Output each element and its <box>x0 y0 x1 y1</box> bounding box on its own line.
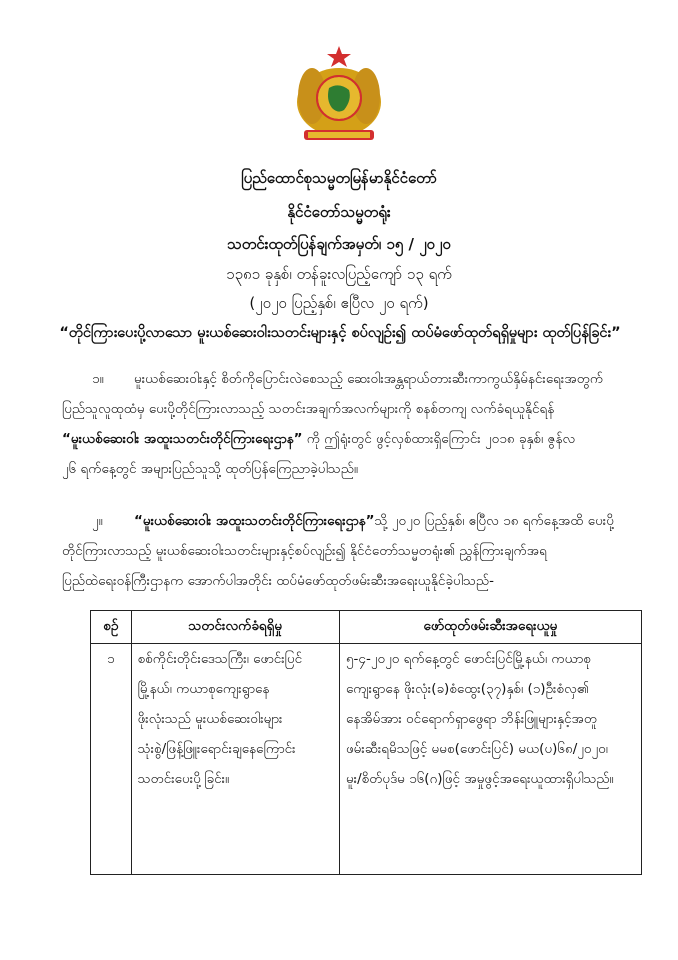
paragraph-number: ၂။ <box>92 513 103 529</box>
announcement-number: သတင်းထုတ်ပြန်ချက်အမှတ်၊ ၁၅ / ၂၀၂၀ <box>227 235 451 253</box>
col-header-info: သတင်းလက်ခံရရှိမှု <box>131 611 339 644</box>
case-table <box>90 610 642 875</box>
cell-line: စစ်ကိုင်းတိုင်းဒေသကြီး၊ ဖောင်းပြင် <box>137 651 303 667</box>
paragraph-text: မူးယစ်ဆေးဝါးနှင့် စိတ်ကိုပြောင်းလဲစေသည့် ဆေးဝါးအန္တရာယ်တားဆီးကာကွယ်နှိမ်နင်းရေးအတွက် <box>134 371 604 387</box>
cell-line: ၅-၄-၂၀၂၀ ရက်နေ့တွင် ဖောင်းပြင်မြို့နယ်၊ ကယာစု <box>345 651 591 667</box>
cell-line: မြို့နယ်၊ ကယာစုကျေးရွာနေ <box>137 681 270 697</box>
cell-action <box>339 644 641 875</box>
cell-line: ဖိုးလုံးသည် မူးယစ်ဆေးဝါးများ <box>137 711 283 727</box>
paragraph-text: ၂၆ ရက်နေ့တွင် အများပြည်သူသို့ ထုတ်ပြန်ကြေညာခဲ့ပါသည်။ <box>62 461 358 477</box>
col-header-action: ဖော်ထုတ်ဖမ်းဆီးအရေးယူမှု <box>339 611 641 644</box>
gregorian-date: (၂၀၂၀ ပြည့်နှစ်၊ ဧပြီလ ၂၀ ရက်) <box>249 294 429 312</box>
paragraph-1 <box>62 368 632 480</box>
paragraph-text: တိုင်ကြားလာသည့် မူးယစ်ဆေးဝါးသတင်းများနှင့်စပ်လျဉ်း၍ နိုင်ငံတော်သမ္မတရုံး၏ ညွှန်ကြားချက်အရ <box>62 543 547 559</box>
cell-no: ၁ <box>91 644 132 875</box>
paragraph-text: သို့ ၂၀၂၀ ပြည့်နှစ်၊ ဧပြီလ ၁၈ ရက်နေ့အထိ ပေးပို့ <box>374 513 614 529</box>
cell-line: မူး/စိတ်ပုဒ်မ ၁၆(ဂ)ဖြင့် အမှုဖွင့်အရေးယူထားရှိပါသည်။ <box>345 771 614 787</box>
hotline-name: “မူးယစ်ဆေးဝါး အထူးသတင်းတိုင်ကြားရေးဌာန” <box>134 513 375 529</box>
paragraph-text: ကို ဤရုံးတွင် ဖွင့်လှစ်ထားရှိကြောင်း ၂၀၁၈ ခုနှစ်၊ ဇွန်လ <box>302 431 576 447</box>
country-name: ပြည်ထောင်စုသမ္မတမြန်မာနိုင်ငံတော် <box>241 169 437 187</box>
cell-line: သုံးစွဲ/ဖြန့်ဖြူးရောင်းချနေကြောင်း <box>137 741 296 757</box>
myanmar-date: ၁၃၈၁ ခုနှစ်၊ တန်ခူးလပြည့်ကျော် ၁၃ ရက် <box>226 265 452 283</box>
paragraph-2 <box>62 510 632 592</box>
cell-line: နေအိမ်အား ဝင်ရောက်ရှာဖွေရာ ဘိန်းဖြူများနှင့်အတူ <box>345 711 597 727</box>
table-row <box>91 644 642 875</box>
cell-line: သတင်းပေးပို့ခြင်း။ <box>137 771 230 787</box>
announcement-title: “တိုင်ကြားပေးပို့လာသော မူးယစ်ဆေးဝါးသတင်းများနှင့် စပ်လျဉ်း၍ ထပ်မံဖော်ထုတ်ရရှိမှုများ ထုတ်ပြန်ခြင်း” <box>59 325 621 341</box>
office-name: နိုင်ငံတော်သမ္မတရုံး <box>287 203 391 221</box>
col-header-no: စဉ် <box>91 611 132 644</box>
paragraph-text: ပြည်ထဲရေးဝန်ကြီးဌာနက အောက်ပါအတိုင်း ထပ်မံဖော်ထုတ်ဖမ်းဆီးအရေးယူနိုင်ခဲ့ပါသည်- <box>62 573 494 589</box>
cell-line: ကျေးရွာနေ ဖိုးလုံး(ခ)စံထွေး(၃၇)နှစ်၊ (၁)ဦးစံလှ၏ <box>345 681 589 697</box>
hotline-name: “မူးယစ်ဆေးဝါး အထူးသတင်းတိုင်ကြားရေးဌာန” <box>62 431 303 447</box>
paragraph-number: ၁။ <box>92 371 104 387</box>
cell-info <box>131 644 339 875</box>
state-seal-emblem-icon <box>294 44 384 144</box>
table-header-row <box>91 611 642 644</box>
cell-line: ဖမ်းဆီးရမိသဖြင့် မမစ(ဖောင်းပြင်) မယ(ပ)၆၈/၂၀၂၀၊ <box>345 741 608 757</box>
paragraph-text: ပြည်သူလူထုထံမှ ပေးပို့တိုင်ကြားလာသည့် သတင်းအချက်အလက်များကို စနစ်တကျ လက်ခံရယူနိုင်ရန် <box>62 401 555 417</box>
